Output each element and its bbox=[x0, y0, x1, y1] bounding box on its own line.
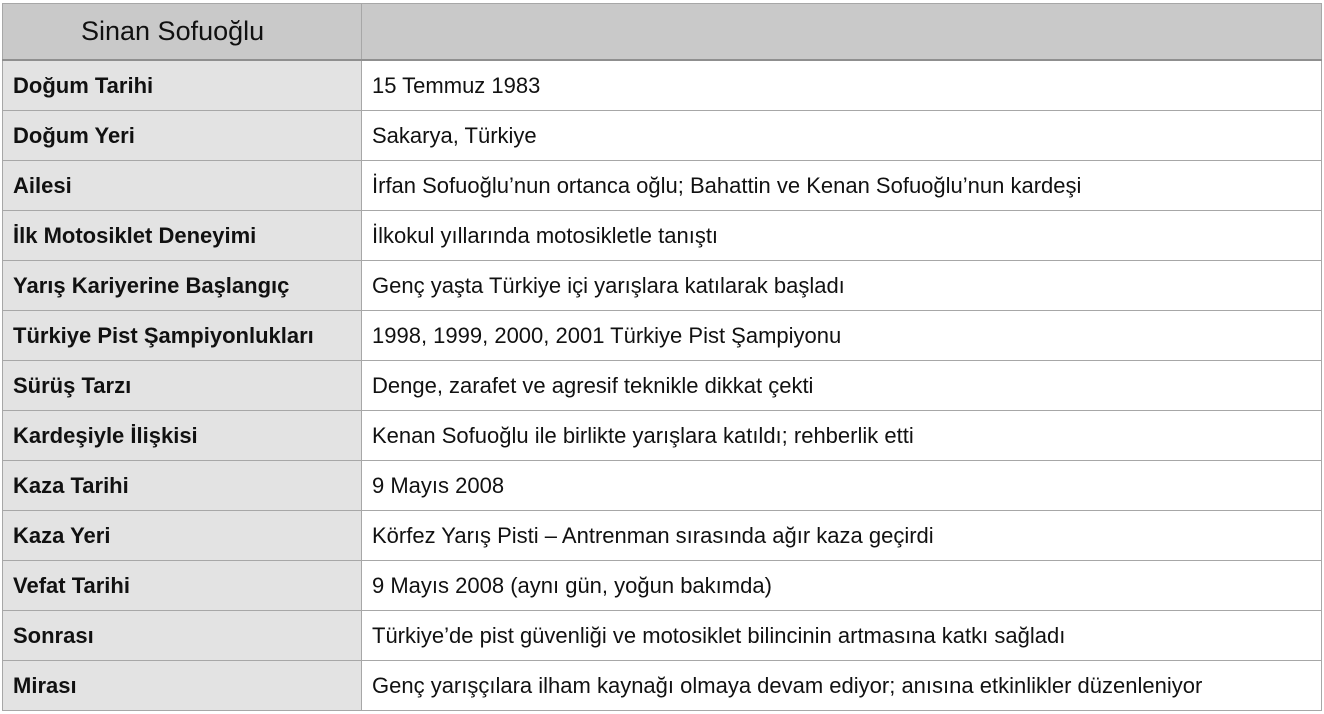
table-row bbox=[3, 411, 1322, 461]
table-row bbox=[3, 561, 1322, 611]
table-row bbox=[3, 161, 1322, 211]
row-value: Genç yarışçılara ilham kaynağı olmaya devam ediyor; anısına etkinlikler düzenleniyor bbox=[362, 661, 1322, 711]
table-title: Sinan Sofuoğlu bbox=[3, 4, 362, 61]
row-value: 9 Mayıs 2008 (aynı gün, yoğun bakımda) bbox=[362, 561, 1322, 611]
row-value: Denge, zarafet ve agresif teknikle dikkat çekti bbox=[362, 361, 1322, 411]
row-value: İrfan Sofuoğlu’nun ortanca oğlu; Bahattin ve Kenan Sofuoğlu’nun kardeşi bbox=[362, 161, 1322, 211]
row-value: Kenan Sofuoğlu ile birlikte yarışlara katıldı; rehberlik etti bbox=[362, 411, 1322, 461]
row-label: Türkiye Pist Şampiyonlukları bbox=[3, 311, 362, 361]
table-row bbox=[3, 311, 1322, 361]
row-label: Mirası bbox=[3, 661, 362, 711]
table-row bbox=[3, 511, 1322, 561]
biography-table bbox=[2, 3, 1322, 711]
row-label: İlk Motosiklet Deneyimi bbox=[3, 211, 362, 261]
table-row bbox=[3, 611, 1322, 661]
table-row bbox=[3, 461, 1322, 511]
row-label: Doğum Yeri bbox=[3, 111, 362, 161]
row-label: Ailesi bbox=[3, 161, 362, 211]
row-label: Kaza Yeri bbox=[3, 511, 362, 561]
row-value: Genç yaşta Türkiye içi yarışlara katılarak başladı bbox=[362, 261, 1322, 311]
row-label: Yarış Kariyerine Başlangıç bbox=[3, 261, 362, 311]
row-label: Kaza Tarihi bbox=[3, 461, 362, 511]
row-value: 15 Temmuz 1983 bbox=[362, 60, 1322, 111]
row-value: İlkokul yıllarında motosikletle tanıştı bbox=[362, 211, 1322, 261]
table-row bbox=[3, 661, 1322, 711]
row-label: Vefat Tarihi bbox=[3, 561, 362, 611]
table-row bbox=[3, 361, 1322, 411]
row-value: Türkiye’de pist güvenliği ve motosiklet bilincinin artmasına katkı sağladı bbox=[362, 611, 1322, 661]
table-row bbox=[3, 261, 1322, 311]
row-value: Sakarya, Türkiye bbox=[362, 111, 1322, 161]
table-row bbox=[3, 111, 1322, 161]
row-value: 9 Mayıs 2008 bbox=[362, 461, 1322, 511]
row-value: 1998, 1999, 2000, 2001 Türkiye Pist Şampiyonu bbox=[362, 311, 1322, 361]
row-label: Doğum Tarihi bbox=[3, 60, 362, 111]
table-header-empty bbox=[362, 4, 1322, 61]
table-header-row bbox=[3, 4, 1322, 61]
table-row bbox=[3, 211, 1322, 261]
row-label: Sürüş Tarzı bbox=[3, 361, 362, 411]
row-label: Kardeşiyle İlişkisi bbox=[3, 411, 362, 461]
row-label: Sonrası bbox=[3, 611, 362, 661]
table-row bbox=[3, 60, 1322, 111]
row-value: Körfez Yarış Pisti – Antrenman sırasında ağır kaza geçirdi bbox=[362, 511, 1322, 561]
